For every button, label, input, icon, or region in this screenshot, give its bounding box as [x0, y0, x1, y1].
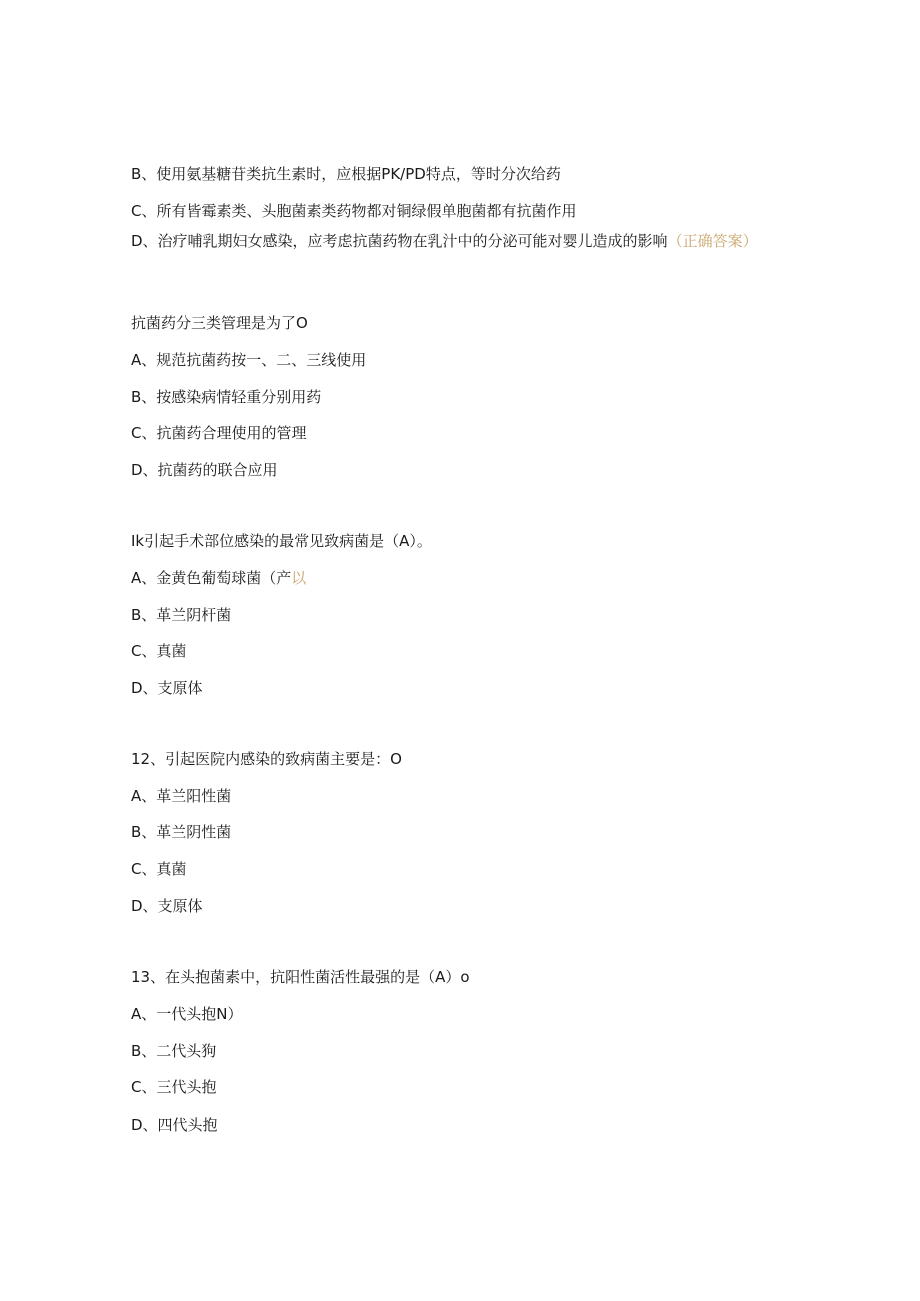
option-text: C、真菌	[131, 860, 187, 878]
option-text: A、一代头抱N）	[131, 1005, 243, 1023]
question-11-title	[131, 531, 432, 551]
option-text: D、抗菌药的联合应用	[131, 461, 278, 479]
option-text: D、支原体	[131, 897, 203, 915]
question-text: 13、在头抱菌素中，抗阳性菌活性最强的是（A）o	[131, 968, 470, 986]
q10-option-d	[131, 460, 278, 480]
question-13-title	[131, 967, 470, 987]
option-text: B、使用氨基糖苷类抗生素时，应根据PK/PD特点，等时分次给药	[131, 165, 561, 183]
q13-option-c	[131, 1077, 216, 1097]
option-text: B、革兰阴性菌	[131, 823, 232, 841]
option-b-aminoglycoside	[131, 164, 561, 184]
option-text: A、金黄色葡萄球菌（产	[131, 569, 292, 587]
q11-option-d	[131, 678, 203, 698]
q10-option-b	[131, 387, 321, 407]
option-text: D、四代头抱	[131, 1116, 218, 1134]
q13-option-a	[131, 1004, 242, 1024]
option-text: D、支原体	[131, 679, 203, 697]
q13-option-d	[131, 1115, 218, 1135]
option-text: C、真菌	[131, 642, 187, 660]
answer-mark: 以	[291, 569, 307, 587]
q13-option-b	[131, 1041, 216, 1061]
q12-option-c	[131, 859, 186, 879]
q12-option-b	[131, 822, 231, 842]
option-text: A、规范抗菌药按一、二、三线使用	[131, 351, 367, 369]
q10-option-a	[131, 350, 366, 370]
q11-option-b	[131, 605, 231, 625]
question-text: Ik引起手术部位感染的最常见致病菌是（A）。	[131, 532, 432, 550]
q12-option-d	[131, 896, 203, 916]
option-text: D、治疗哺乳期妇女感染，应考虑抗菌药物在乳汁中的分泌可能对婴儿造成的影响	[131, 232, 668, 250]
q12-option-a	[131, 786, 231, 806]
correct-answer-mark: （正确答案）	[667, 232, 758, 250]
question-12-title	[131, 749, 402, 769]
option-d-lactation	[131, 230, 781, 252]
option-text: C、抗菌药合理使用的管理	[131, 424, 307, 442]
option-text: C、三代头抱	[131, 1078, 217, 1096]
q10-option-c	[131, 423, 306, 443]
option-text: B、按感染病情轻重分别用药	[131, 388, 322, 406]
question-text: 12、引起医院内感染的致病菌主要是：O	[131, 750, 402, 768]
q11-option-a	[131, 568, 306, 588]
option-text: A、革兰阳性菌	[131, 787, 232, 805]
option-c-macrolide	[131, 201, 576, 221]
option-text: B、革兰阴杆菌	[131, 606, 232, 624]
option-text: B、二代头狗	[131, 1042, 217, 1060]
q11-option-c	[131, 641, 186, 661]
question-10-title	[131, 313, 308, 333]
option-text: C、所有皆霉素类、头胞菌素类药物都对铜绿假单胞菌都有抗菌作用	[131, 202, 577, 220]
question-text: 抗菌药分三类管理是为了O	[131, 314, 308, 332]
